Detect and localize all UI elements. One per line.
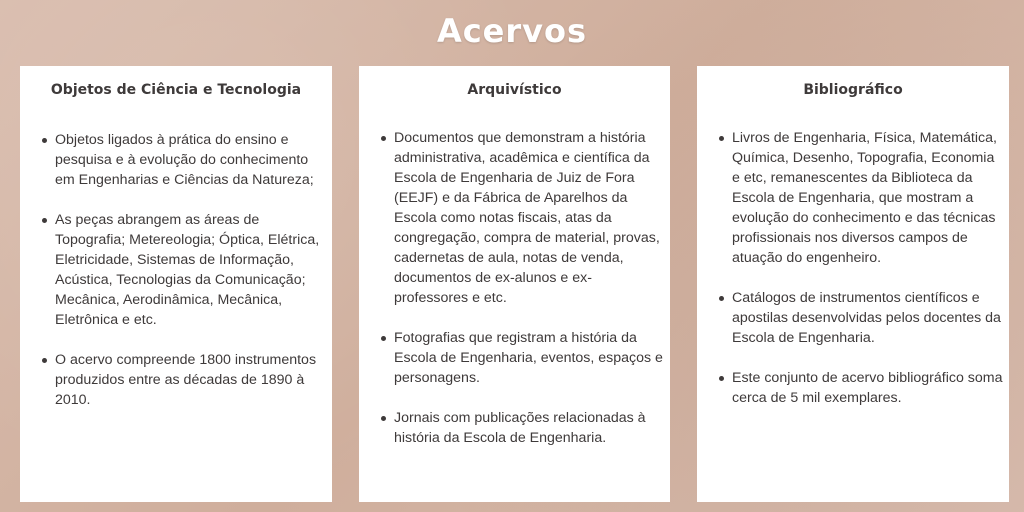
list-item: O acervo compreende 1800 instrumentos produzidos entre as décadas de 1890 à 2010.: [42, 350, 326, 410]
list-item: Este conjunto de acervo bibliográfico soma cerca de 5 mil exemplares.: [719, 368, 1003, 408]
list-item: Catálogos de instrumentos científicos e apostilas desenvolvidas pelos docentes da Escola de Engenharia.: [719, 288, 1003, 348]
list-item: Objetos ligados à prática do ensino e pesquisa e à evolução do conhecimento em Engenharias e Ciências da Natureza;: [42, 130, 326, 190]
bullet-list: [42, 130, 326, 430]
card-title: Arquivístico: [467, 82, 562, 98]
bullet-list: [719, 128, 1003, 428]
card-title: Objetos de Ciência e Tecnologia: [50, 82, 302, 98]
bullet-list: [381, 128, 664, 468]
card-title: Bibliográfico: [803, 82, 903, 98]
card-arquivistico: [359, 66, 670, 502]
list-item: As peças abrangem as áreas de Topografia; Metereologia; Óptica, Elétrica, Eletricidade, Sistemas de Informação, Acústica, Tecnologias da Comunicação; Mecânica, Aerodinâmica, Mecânica, Eletrônica e etc.: [42, 210, 326, 330]
list-item: Jornais com publicações relacionadas à história da Escola de Engenharia.: [381, 408, 664, 448]
list-item: Livros de Engenharia, Física, Matemática, Química, Desenho, Topografia, Economia e etc, remanescentes da Biblioteca da Escola de Engenharia, que mostram a evolução do conhecimento e das técnicas profissionais nos diversos campos de atuação do engenheiro.: [719, 128, 1003, 268]
list-item: Fotografias que registram a história da Escola de Engenharia, eventos, espaços e personagens.: [381, 328, 664, 388]
card-bibliografico: [697, 66, 1009, 502]
page-title: Acervos: [436, 12, 588, 50]
list-item: Documentos que demonstram a história administrativa, acadêmica e científica da Escola de Engenharia de Juiz de Fora (EEJF) e da Fábrica de Aparelhos da Escola como notas fiscais, atas da congregação, compra de material, provas, cadernetas de aula, notas de venda, documentos de ex-alunos e ex-professores e etc.: [381, 128, 664, 308]
card-ciencia-tecnologia: [20, 66, 332, 502]
